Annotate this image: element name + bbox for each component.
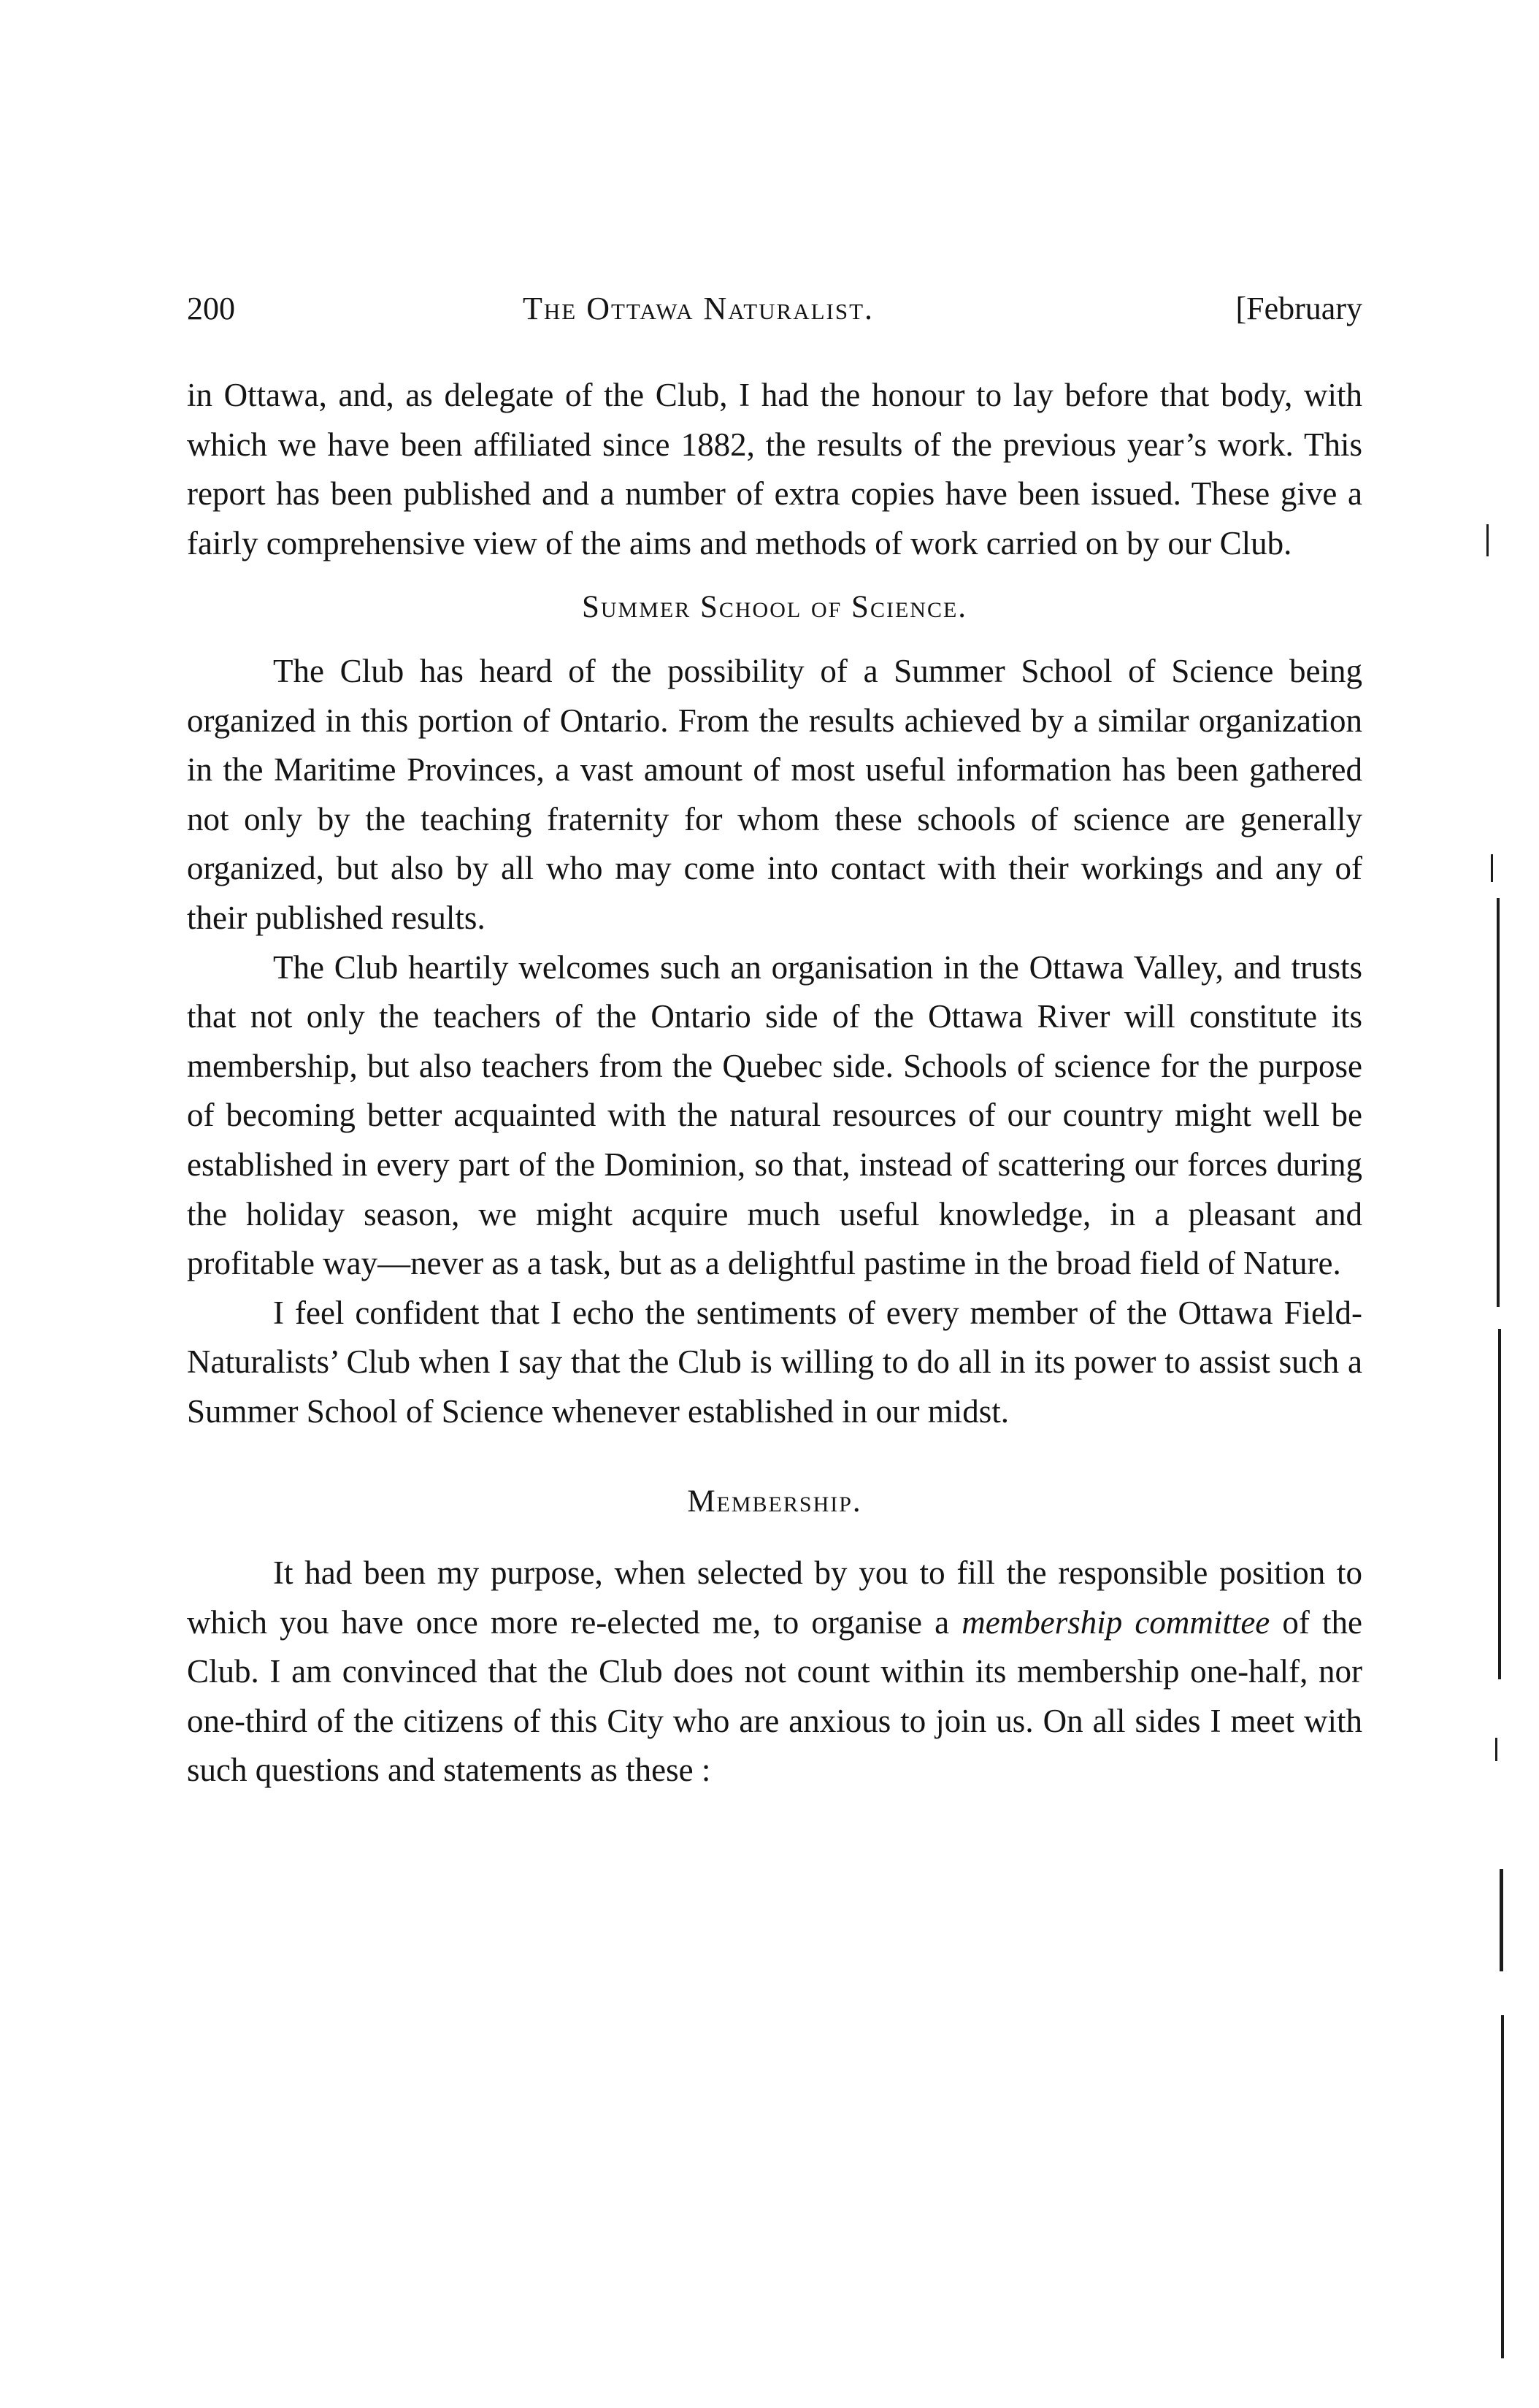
membership-committee-emphasis: membership committee bbox=[962, 1603, 1270, 1641]
journal-title: The Ottawa Naturalist. bbox=[523, 291, 875, 326]
section-heading-membership: Membership. bbox=[687, 1484, 862, 1519]
page-number: 200 bbox=[187, 291, 235, 326]
scan-margin-mark bbox=[1498, 1329, 1501, 1679]
membership-text-end: of the Club. I am convinced that the Club does not count within its membership one-half, nor one-third of the citizens of this City who are anxious to join us. On all sides I meet with such questions and statements as these : bbox=[187, 1603, 1362, 1789]
opening-paragraph: in Ottawa, and, as delegate of the Club, I had the honour to lay before that body, with which we have been affiliated since 1882, the results of the previous year’s work. This report has been published and a number of extra copies have been issued. These give a fairly comprehensive view of the aims and methods of work carried on by our Club. bbox=[187, 377, 1362, 561]
membership-paragraph bbox=[187, 1549, 1362, 1795]
summer-school-paragraph-1: The Club has heard of the possibility of a Summer School of Science being organized in this portion of Ontario. From the results achieved by a similar organization in the Maritime Provinces, a vast amount of most useful information has been gathered not only by the teaching fraternity for whom these schools of science are generally organized, but also by all who may come into contact with their workings and any of their published results. bbox=[187, 652, 1362, 936]
scan-margin-mark bbox=[1491, 854, 1493, 882]
issue-month: [February bbox=[1235, 291, 1362, 326]
summer-school-paragraph-2: The Club heartily welcomes such an organisation in the Ottawa Valley, and trusts that not only the teachers of the Ontario side of the Ottawa River will constitute its membership, but also teachers from the Quebec side. Schools of science for the purpose of becoming better acquainted with the natural resources of our country might well be established in every part of the Dominion, so that, instead of scattering our forces during the holiday season, we might acquire much useful knowledge, in a pleasant and profitable way—never as a task, but as a delightful pastime in the broad field of Nature. bbox=[187, 948, 1362, 1282]
section-heading-summer-school: Summer School of Science. bbox=[581, 590, 968, 625]
body-text bbox=[187, 371, 1362, 1795]
running-head bbox=[187, 283, 1362, 334]
scan-margin-mark bbox=[1500, 1869, 1503, 1971]
scan-margin-mark bbox=[1486, 524, 1489, 556]
scan-margin-mark bbox=[1495, 1738, 1497, 1761]
membership-text-start: It had been my purpose, when selected by you to fill the responsible position to which you have once more re-elected me, to organise a bbox=[187, 1554, 1362, 1641]
summer-school-paragraph-3: I feel confident that I echo the sentiments of every member of the Ottawa Field-Naturalists’ Club when I say that the Club is willing to do all in its power to assist such a Summer School of Science whenever established in our midst. bbox=[187, 1294, 1362, 1430]
scan-margin-mark bbox=[1497, 898, 1500, 1307]
scan-margin-mark bbox=[1501, 2015, 1504, 2358]
